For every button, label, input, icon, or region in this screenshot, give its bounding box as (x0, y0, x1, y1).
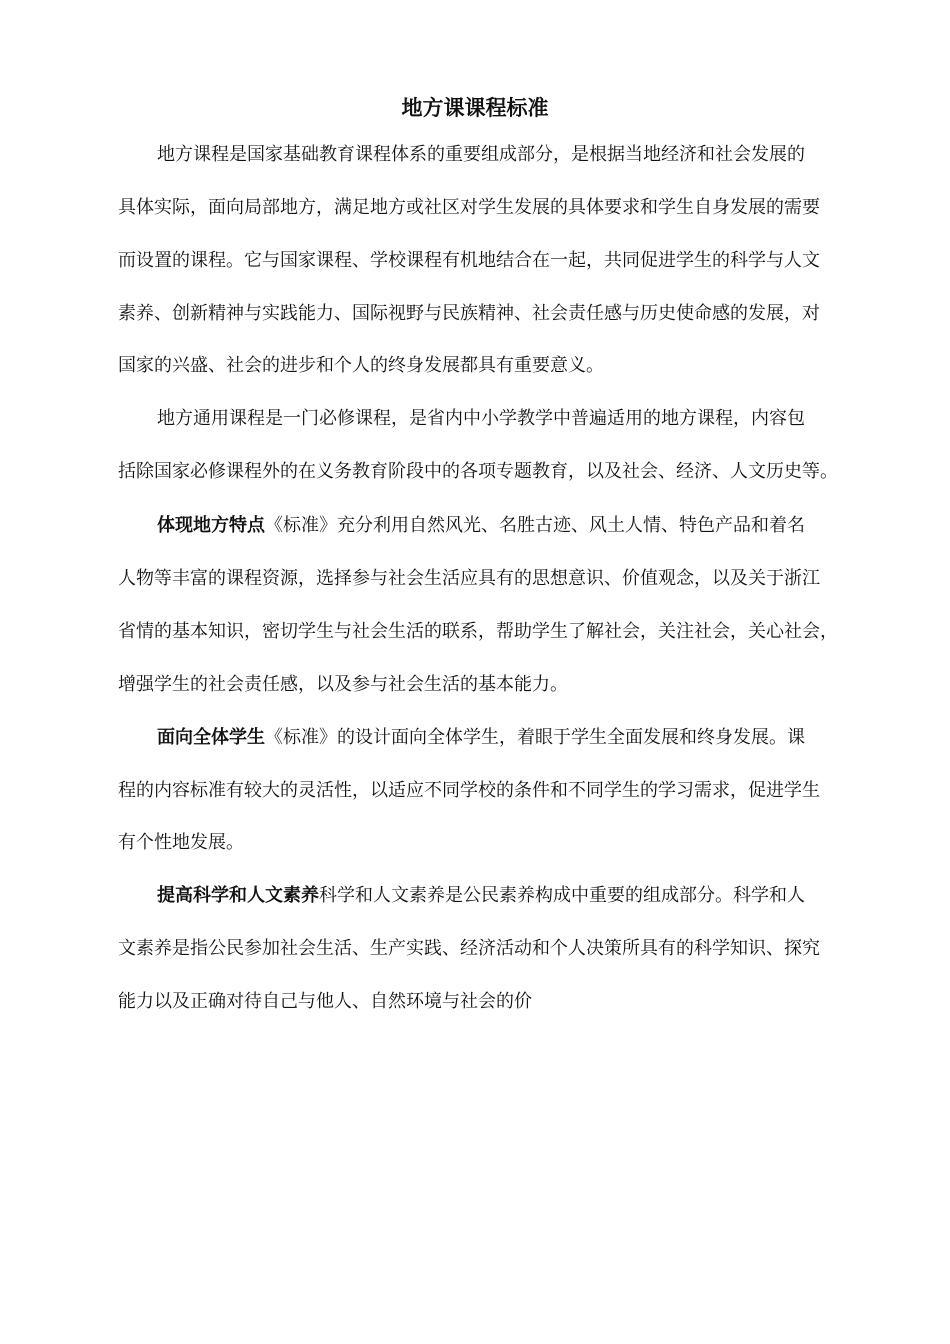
paragraph-line: 素养、创新精神与实践能力、国际视野与民族精神、社会责任感与历史使命感的发展，对 (118, 303, 820, 324)
section-heading-local-features: 体现地方特点 (157, 515, 265, 536)
paragraph-line: 增强学生的社会责任感，以及参与社会生活的基本能力。 (118, 674, 568, 695)
paragraph-text: 《标准》的设计面向全体学生，着眼于学生全面发展和终身发展。课 (265, 727, 805, 748)
paragraph-text: 《标准》充分利用自然风光、名胜古迹、风土人情、特色产品和着名 (265, 515, 805, 536)
paragraph-line: 括除国家必修课程外的在义务教育阶段中的各项专题教育，以及社会、经济、人文历史等。 (118, 461, 838, 482)
section-heading-all-students: 面向全体学生 (157, 727, 265, 748)
paragraph-line (157, 513, 805, 539)
paragraph-line: 省情的基本知识，密切学生与社会生活的联系，帮助学生了解社会，关注社会，关心社会， (118, 621, 838, 642)
paragraph-line: 能力以及正确对待自己与他人、自然环境与社会的价 (118, 991, 532, 1012)
section-heading-literacy: 提高科学和人文素养 (157, 885, 319, 906)
paragraph-line (157, 725, 805, 751)
paragraph-line: 地方通用课程是一门必修课程，是省内中小学教学中普遍适用的地方课程，内容包 (157, 408, 805, 429)
paragraph-line: 国家的兴盛、社会的进步和个人的终身发展都具有重要意义。 (118, 355, 604, 376)
document-title: 地方课课程标准 (401, 96, 549, 120)
paragraph-line: 程的内容标准有较大的灵活性，以适应不同学校的条件和不同学生的学习需求，促进学生 (118, 780, 820, 801)
paragraph-line: 地方课程是国家基础教育课程体系的重要组成部分，是根据当地经济和社会发展的 (157, 144, 805, 165)
paragraph-line: 具体实际，面向局部地方，满足地方或社区对学生发展的具体要求和学生自身发展的需要 (118, 197, 820, 218)
paragraph-line: 文素养是指公民参加社会生活、生产实践、经济活动和个人决策所具有的科学知识、探究 (118, 938, 820, 959)
paragraph-line: 而设置的课程。它与国家课程、学校课程有机地结合在一起，共同促进学生的科学与人文 (118, 250, 820, 271)
paragraph-line (157, 883, 805, 909)
paragraph-line: 人物等丰富的课程资源，选择参与社会生活应具有的思想意识、价值观念，以及关于浙江 (118, 568, 820, 589)
paragraph-line: 有个性地发展。 (118, 832, 244, 853)
paragraph-text: 科学和人文素养是公民素养构成中重要的组成部分。科学和人 (319, 885, 805, 906)
